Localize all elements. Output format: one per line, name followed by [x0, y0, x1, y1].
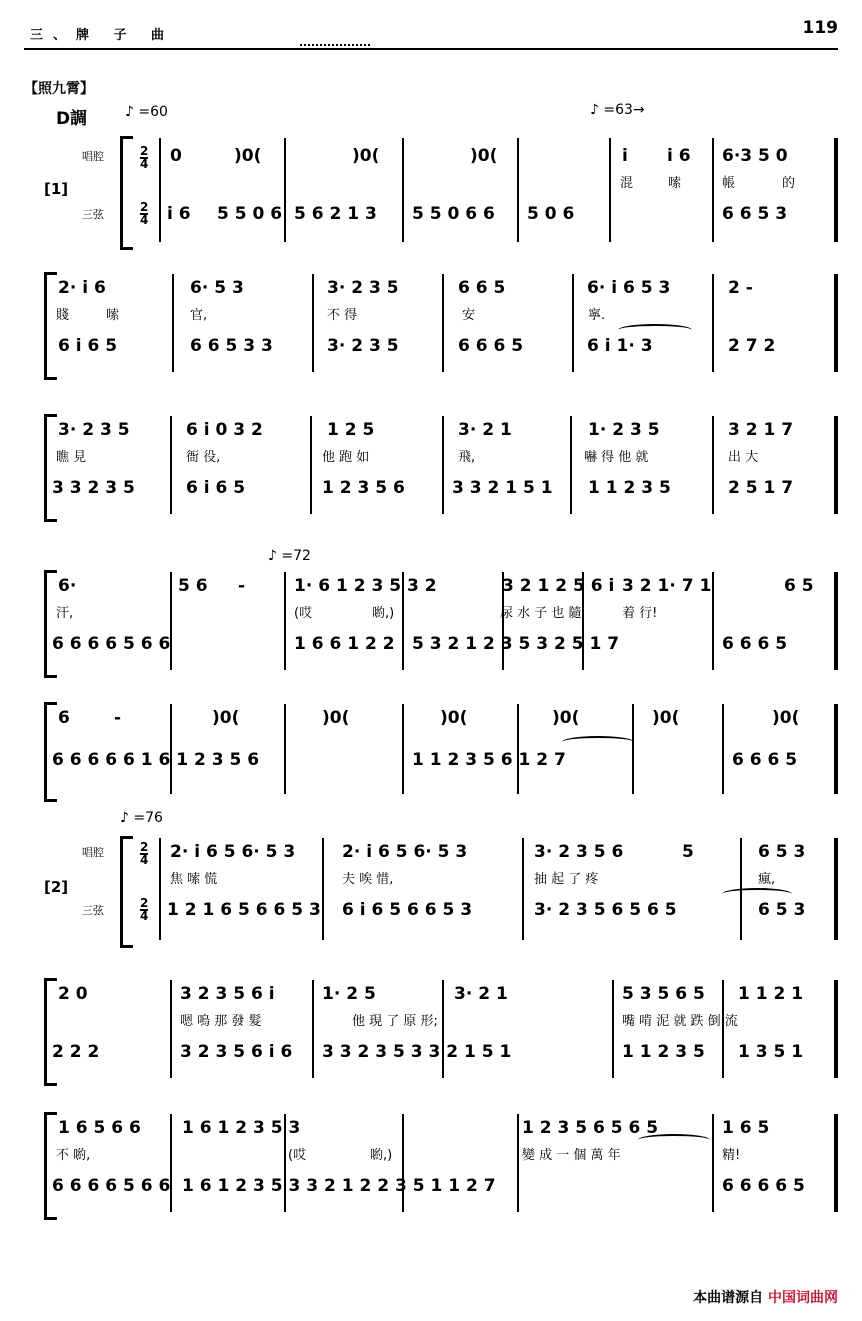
header-rule-dash	[300, 44, 370, 48]
page-title: 三、牌 子 曲	[30, 28, 175, 43]
lyric: 嗯 嗚 那 發 髮	[180, 1014, 262, 1029]
header-rule	[24, 48, 838, 50]
lyric: 嗦	[668, 176, 682, 191]
lyric: 喲,)	[372, 606, 395, 621]
note-cell: 6 i 6 5	[58, 336, 118, 356]
note-cell: 3· 2 3 5	[327, 278, 399, 298]
note-cell: 6 6 6 6 6 1 6 1 2 3 5 6	[52, 750, 260, 770]
note-cell: 3 3 2 3 5	[52, 478, 135, 498]
note-cell: 6 i 6 5	[186, 478, 246, 498]
lyric: 尿 水 子 也 隨	[500, 606, 582, 621]
slur-mark	[562, 736, 634, 748]
note-cell: 6·3 5 0	[722, 146, 788, 166]
note-cell: 2 -	[728, 278, 753, 298]
lyric: 嗦	[106, 308, 120, 323]
part-label-vocal: 唱腔	[82, 846, 104, 859]
slur-mark	[722, 888, 792, 900]
tempo-mark-3: ♪ =72	[268, 548, 311, 564]
key-signature: D調	[56, 109, 88, 129]
note-cell: 6 6 6 6 5 6 6	[52, 634, 171, 654]
note-cell: 6 6 6 6 5 6 6	[52, 1176, 171, 1196]
lyric: 精!	[722, 1148, 741, 1163]
note-cell: 1 6 1 2 3 5 3 3 2 1 2 2 3 5 1 1 2 7	[182, 1176, 496, 1196]
note-cell: )0(	[470, 146, 498, 166]
note-cell: 3 2 1· 7 1	[622, 576, 712, 596]
lyric: 瞧 見	[56, 450, 87, 465]
note-cell: 1 6 6 1 2 2	[294, 634, 395, 654]
system-brace	[120, 136, 133, 250]
note-cell: 0	[170, 146, 182, 166]
note-cell: 3 2 1 2 5 6 i	[502, 576, 615, 596]
note-cell: 1 2 3 5 6 5 6 5	[522, 1118, 659, 1138]
note-cell: -	[238, 576, 246, 596]
note-cell: 3 2 3 5 6 i	[180, 984, 275, 1004]
note-cell: 5 3 2 1 2 3 5 3 2 5 1 7	[412, 634, 620, 654]
note-cell: 2 0	[58, 984, 88, 1004]
lyric: 衙 役,	[186, 450, 221, 465]
footer-credit	[693, 1287, 838, 1307]
note-cell: -	[114, 708, 122, 728]
note-cell: 1 6 5	[722, 1118, 770, 1138]
lyric: 賤	[56, 308, 70, 323]
note-cell: 1 1 2 1	[738, 984, 804, 1004]
lyric: 着 行!	[622, 606, 658, 621]
note-cell: 2 2 2	[52, 1042, 100, 1062]
note-cell: 6 6 5 3	[722, 204, 788, 224]
note-cell: i	[622, 146, 628, 166]
lyric: 變 成 一 個 萬 年	[522, 1148, 621, 1163]
part-label-vocal: 唱腔	[82, 150, 104, 163]
note-cell: 3· 2 3 5	[327, 336, 399, 356]
note-cell: 6	[58, 708, 70, 728]
note-cell: 3· 2 1	[458, 420, 512, 440]
note-cell: 1 1 2 3 5	[622, 1042, 705, 1062]
lyric: 不 喲,	[56, 1148, 91, 1163]
lyric: 嚇 得 他 就	[584, 450, 649, 465]
note-cell: )0(	[552, 708, 580, 728]
part-label-strings: 三弦	[82, 208, 104, 221]
note-cell: )0(	[652, 708, 680, 728]
note-cell: 2· i 6	[58, 278, 106, 298]
note-cell: 5 0 6	[527, 204, 575, 224]
note-cell: 3· 2 3 5 6 5 6 5	[534, 900, 677, 920]
lyric: 瘋,	[758, 872, 776, 887]
note-cell: 5 5 0 6 6	[412, 204, 495, 224]
note-cell: 3· 2 3 5	[58, 420, 130, 440]
note-cell: )0(	[352, 146, 380, 166]
system-5	[22, 700, 840, 800]
note-cell: 2 5 1 7	[728, 478, 794, 498]
note-cell: 2· i 6 5 6· 5 3	[342, 842, 468, 862]
note-cell: 1 2 5	[327, 420, 375, 440]
note-cell: 1 3 5 1	[738, 1042, 804, 1062]
note-cell: 1 2 1 6 5 6 6 5 3	[167, 900, 321, 920]
lyric: 喲,)	[370, 1148, 393, 1163]
page-number: 119	[802, 18, 838, 38]
note-cell: 3· 2 1	[454, 984, 508, 1004]
system-6: [2] 唱腔 三弦 2 4 2 4 2· i 6 5 6· 5 3 2· i 6 5 6· 5 3 3· 2 3 5 6 5 6 5 3 焦 嗦 慌 夫 唉 惜, 抽 起 了 疼 瘋, 1 2 1 6 5 6 6 5 3 6 i 6 5 6 6 5 3 3· 2 3 5 6 5 6 5 6 5 3	[22, 834, 840, 946]
note-cell: 6 5 3	[758, 900, 806, 920]
note-cell: i 6	[167, 204, 191, 224]
system-brace	[44, 570, 57, 678]
lyric: 的	[782, 176, 796, 191]
note-cell: 5 6	[178, 576, 208, 596]
slur-mark	[638, 1134, 710, 1146]
note-cell: 1· 2 5	[322, 984, 376, 1004]
lyric: 寧.	[588, 308, 606, 323]
lyric: 安	[462, 308, 476, 323]
lyric: 帳	[722, 176, 736, 191]
tune-name: 【照九霄】	[24, 81, 94, 97]
note-cell: 6 5	[784, 576, 814, 596]
note-cell: 1 1 2 3 5 6 1 2 7	[412, 750, 566, 770]
note-cell: 1· 6 1 2 3 5 3 2	[294, 576, 437, 596]
lyric: 夫 唉 惜,	[342, 872, 394, 887]
note-cell: 6 i 1· 3	[587, 336, 653, 356]
note-cell: 1 2 3 5 6	[322, 478, 405, 498]
lyric: 焦 嗦 慌	[170, 872, 218, 887]
lyric: 不 得	[327, 308, 358, 323]
note-cell: 3 2 1 7	[728, 420, 794, 440]
note-cell: 1 6 1 2 3 5 3	[182, 1118, 301, 1138]
note-cell: 3 3 2 1 5 1	[452, 478, 553, 498]
system-4	[22, 568, 840, 676]
note-cell: 6 6 6 6 5	[722, 1176, 805, 1196]
note-cell: 1 6 5 6 6	[58, 1118, 141, 1138]
note-cell: 6 6 6 5	[732, 750, 798, 770]
note-cell: 1 1 2 3 5	[588, 478, 671, 498]
note-cell: 3· 2 3 5 6	[534, 842, 624, 862]
lyric: 他 現 了 原 形;	[352, 1014, 438, 1029]
lyric: 汗,	[56, 606, 74, 621]
note-cell: 2· i 6 5 6· 5 3	[170, 842, 296, 862]
lyric: 飛,	[458, 450, 476, 465]
part-label-strings: 三弦	[82, 904, 104, 917]
note-cell: )0(	[322, 708, 350, 728]
system-brace	[44, 1112, 57, 1220]
system-7	[22, 976, 840, 1084]
lyric: 混	[620, 176, 634, 191]
note-cell: 5 5 0 6	[217, 204, 283, 224]
note-cell: 3 2 3 5 6 i 6	[180, 1042, 293, 1062]
section-number-1: [1]	[44, 180, 69, 198]
footer-text: 本曲谱源自	[693, 1290, 764, 1306]
system-1: [1] 唱腔 三弦 2 4 2 4 0 )0( )0( )0( i i 6 6·3 5 0 混 嗦 帳 的 i 6 5 5 0 6 5 6 2 1 3 5 5 0 6 6 5 0 6 6 6 5 3	[22, 134, 840, 248]
note-cell: i 6	[667, 146, 691, 166]
tempo-mark-2: ♪ =63→	[590, 102, 645, 118]
note-cell: 5 3 5 6 5	[622, 984, 705, 1004]
footer-site[interactable]: 中国词曲网	[768, 1290, 838, 1306]
note-cell: 6· i 6 5 3	[587, 278, 671, 298]
note-cell: 1· 2 3 5	[588, 420, 660, 440]
note-cell: 6·	[58, 576, 77, 596]
system-brace	[44, 978, 57, 1086]
lyric: 他 跑 如	[322, 450, 370, 465]
lyric: 抽 起 了 疼	[534, 872, 599, 887]
system-brace	[44, 272, 57, 380]
system-8	[22, 1110, 840, 1218]
note-cell: )0(	[212, 708, 240, 728]
note-cell: 6 i 0 3 2	[186, 420, 263, 440]
note-cell: 6 i 6 5 6 6 5 3	[342, 900, 473, 920]
note-cell: 6 5 3	[758, 842, 806, 862]
note-cell: 5	[682, 842, 694, 862]
note-cell: 6 6 5 3 3	[190, 336, 273, 356]
lyric: (哎	[294, 606, 313, 621]
note-cell: 5 6 2 1 3	[294, 204, 377, 224]
system-2	[22, 270, 840, 378]
lyric: 嘴 啃 泥 就 跌 倒 流	[622, 1014, 738, 1029]
lyric: 官,	[190, 308, 208, 323]
note-cell: )0(	[234, 146, 262, 166]
note-cell: 3 3 2 3 5 3 3 2 1 5 1	[322, 1042, 512, 1062]
note-cell: 6 6 6 5	[458, 336, 524, 356]
tempo-mark-4: ♪ =76	[120, 810, 163, 826]
note-cell: )0(	[440, 708, 468, 728]
note-cell: 6 6 6 5	[722, 634, 788, 654]
lyric: (哎	[288, 1148, 307, 1163]
note-cell: )0(	[772, 708, 800, 728]
note-cell: 6· 5 3	[190, 278, 244, 298]
system-brace	[44, 414, 57, 522]
system-3	[22, 412, 840, 520]
slur-mark	[618, 324, 692, 336]
tempo-mark-1: ♪ =60	[125, 104, 168, 120]
section-number-2: [2]	[44, 878, 69, 896]
system-brace	[120, 836, 133, 948]
note-cell: 2 7 2	[728, 336, 776, 356]
lyric: 出 大	[728, 450, 759, 465]
note-cell: 6 6 5	[458, 278, 506, 298]
